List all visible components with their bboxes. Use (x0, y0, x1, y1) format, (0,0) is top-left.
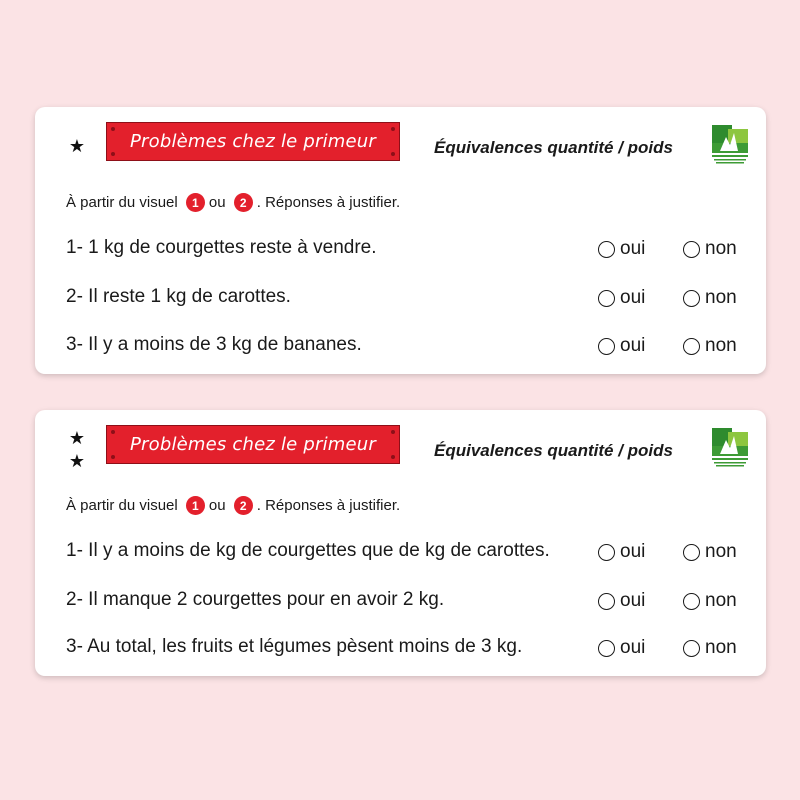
difficulty-stars (65, 137, 89, 155)
radio-circle-icon[interactable] (598, 544, 615, 561)
answer-non-1[interactable]: non (683, 238, 737, 260)
star-icon: ★ (68, 136, 86, 156)
radio-circle-icon[interactable] (683, 241, 700, 258)
answer-oui-2[interactable]: oui (598, 590, 645, 612)
visual-badge-1: 1 (186, 193, 205, 212)
exercise-subtitle: Équivalences quantité / poids (434, 138, 673, 157)
radio-circle-icon[interactable] (598, 290, 615, 307)
question-3: 3- Il y a moins de 3 kg de bananes. (66, 334, 362, 355)
answer-oui-1[interactable]: oui (598, 541, 645, 563)
visual-badge-1: 1 (186, 496, 205, 515)
star-icon: ★ (68, 451, 86, 471)
exercise-subtitle: Équivalences quantité / poids (434, 441, 673, 460)
question-2: 2- Il reste 1 kg de carottes. (66, 286, 291, 307)
title-banner (106, 425, 400, 464)
star-icon: ★ (68, 428, 86, 448)
radio-circle-icon[interactable] (683, 338, 700, 355)
radio-circle-icon[interactable] (683, 290, 700, 307)
answer-non-2[interactable]: non (683, 287, 737, 309)
radio-circle-icon[interactable] (683, 640, 700, 657)
instruction: À partir du visuel 1 ou 2 . Réponses à justifier. (66, 194, 401, 211)
title-banner (106, 122, 400, 161)
answer-non-3[interactable]: non (683, 637, 737, 659)
question-2: 2- Il manque 2 courgettes pour en avoir 2 kg. (66, 589, 445, 610)
radio-circle-icon[interactable] (683, 593, 700, 610)
visual-badge-2: 2 (234, 496, 253, 515)
answer-non-3[interactable]: non (683, 335, 737, 357)
radio-circle-icon[interactable] (598, 241, 615, 258)
answer-oui-2[interactable]: oui (598, 287, 645, 309)
difficulty-stars (65, 429, 89, 470)
radio-circle-icon[interactable] (598, 338, 615, 355)
visual-badge-2: 2 (234, 193, 253, 212)
question-1: 1- 1 kg de courgettes reste à vendre. (66, 237, 377, 258)
answer-oui-3[interactable]: oui (598, 335, 645, 357)
editions-logo-icon (708, 426, 752, 470)
radio-circle-icon[interactable] (683, 544, 700, 561)
exercise-card-1 (35, 107, 766, 374)
editions-logo-icon (708, 123, 752, 167)
radio-circle-icon[interactable] (598, 593, 615, 610)
exercise-card-2 (35, 410, 766, 676)
answer-non-2[interactable]: non (683, 590, 737, 612)
answer-non-1[interactable]: non (683, 541, 737, 563)
exercise-title: Problèmes chez le primeur (129, 131, 377, 152)
question-1: 1- Il y a moins de kg de courgettes que de kg de carottes. (66, 540, 550, 561)
answer-oui-3[interactable]: oui (598, 637, 645, 659)
exercise-title: Problèmes chez le primeur (129, 434, 377, 455)
question-3: 3- Au total, les fruits et légumes pèsent moins de 3 kg. (66, 636, 523, 657)
answer-oui-1[interactable]: oui (598, 238, 645, 260)
instruction: À partir du visuel 1 ou 2 . Réponses à justifier. (66, 497, 401, 514)
radio-circle-icon[interactable] (598, 640, 615, 657)
